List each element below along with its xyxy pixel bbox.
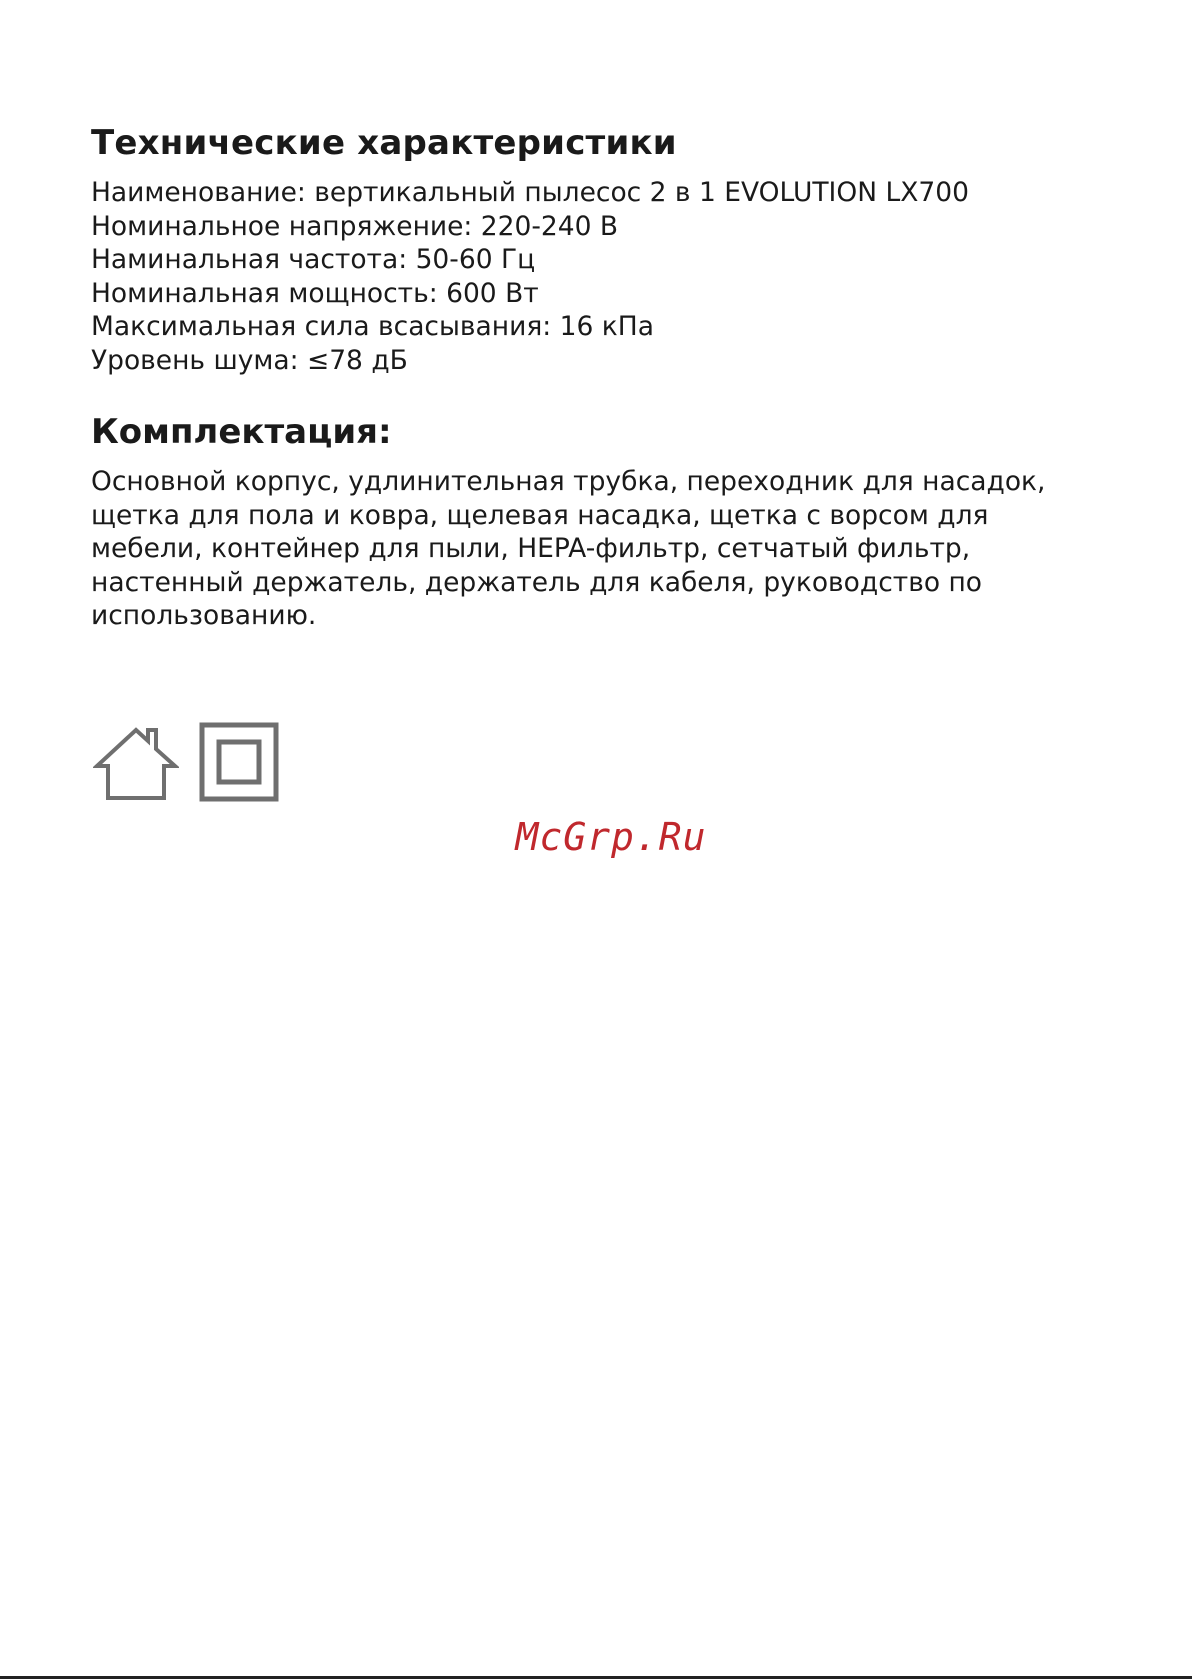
spec-item-frequency: Наминальная частота: 50-60 Гц: [91, 244, 536, 275]
watermark-text: McGrp.Ru: [515, 815, 707, 859]
spec-item-noise: Уровень шума: ≤78 дБ: [91, 344, 408, 376]
kit-line: Основной корпус, удлинительная трубка, переходник для насадок,: [91, 466, 1046, 497]
spec-item-power: Номинальная мощность: 600 Вт: [91, 277, 539, 309]
kit-line: настенный держатель, держатель для кабеля, руководство по: [91, 566, 982, 598]
symbols-row: [93, 722, 279, 802]
kit-line: щетка для пола и ковра, щелевая насадка, щетка с ворсом для: [91, 499, 989, 531]
specs-title: Технические характеристики: [91, 123, 677, 163]
spec-item-suction: Максимальная сила всасывания: 16 кПа: [91, 311, 654, 342]
kit-line: использованию.: [91, 600, 317, 631]
kit-description: [91, 465, 1101, 633]
kit-title: Комплектация:: [91, 412, 392, 452]
double-insulation-icon: [199, 722, 279, 802]
content: [91, 122, 1101, 633]
watermark: [0, 815, 1192, 859]
spec-item-voltage: Номинальное напряжение: 220-240 В: [91, 210, 619, 242]
spec-item-name: Наименование: вертикальный пылесос 2 в 1 EVOLUTION LX700: [91, 177, 969, 208]
house-icon: [93, 726, 179, 802]
specs-list: [91, 176, 1101, 377]
kit-line: мебели, контейнер для пыли, HEPA-фильтр, сетчатый фильтр,: [91, 533, 971, 564]
